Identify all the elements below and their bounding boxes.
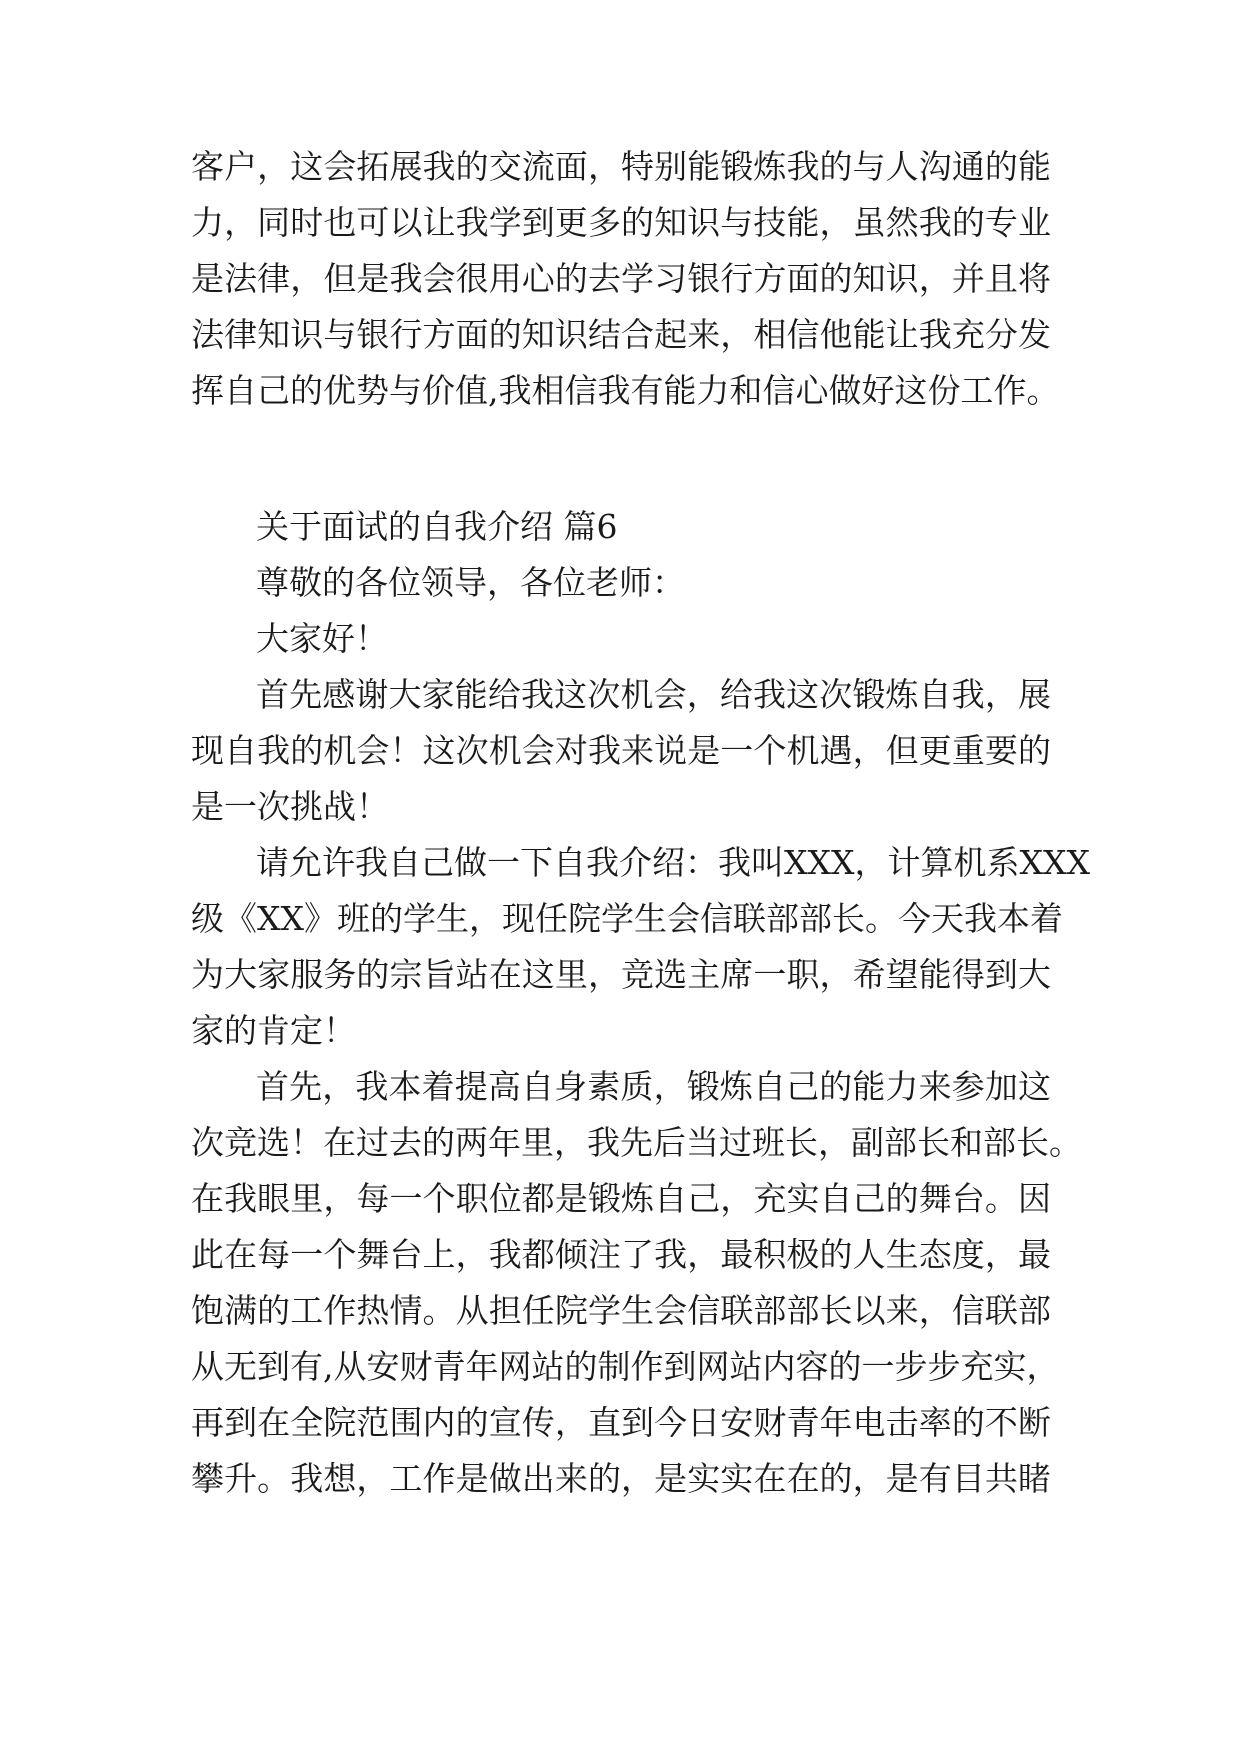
- text-line: 在我眼里，每一个职位都是锻炼自己，充实自己的舞台。因: [191, 1179, 1051, 1218]
- section-heading: 关于面试的自我介绍 篇6: [256, 507, 618, 546]
- text-line: 攀升。我想，工作是做出来的，是实实在在的，是有目共睹: [191, 1459, 1051, 1498]
- text-line: 再到在全院范围内的宣传，直到今日安财青年电击率的不断: [191, 1403, 1051, 1442]
- text-line: 首先感谢大家能给我这次机会，给我这次锻炼自我，展: [256, 675, 1051, 714]
- text-line: 从无到有,从安财青年网站的制作到网站内容的一步步充实，: [191, 1347, 1060, 1386]
- text-line: 次竞选！在过去的两年里，我先后当过班长，副部长和部长。: [191, 1123, 1082, 1162]
- text-line: 是一次挑战！: [191, 787, 389, 826]
- text-line: 请允许我自己做一下自我介绍：我叫XXX，计算机系XXX: [256, 843, 1090, 882]
- text-line: 力，同时也可以让我学到更多的知识与技能，虽然我的专业: [191, 203, 1051, 242]
- text-line: 此在每一个舞台上，我都倾注了我，最积极的人生态度，最: [191, 1235, 1051, 1274]
- text-line: 为大家服务的宗旨站在这里，竞选主席一职，希望能得到大: [191, 955, 1051, 994]
- text-line: 客户，这会拓展我的交流面，特别能锻炼我的与人沟通的能: [191, 147, 1051, 186]
- text-line: 是法律，但是我会很用心的去学习银行方面的知识，并且将: [191, 259, 1051, 298]
- text-line: 现自我的机会！这次机会对我来说是一个机遇，但更重要的: [191, 731, 1051, 770]
- text-line: 家的肯定！: [191, 1011, 356, 1050]
- text-line: 级《XX》班的学生，现任院学生会信联部部长。今天我本着: [191, 899, 1063, 938]
- salutation: 尊敬的各位领导，各位老师：: [256, 563, 685, 602]
- greeting: 大家好！: [256, 619, 388, 658]
- text-line: 饱满的工作热情。从担任院学生会信联部部长以来，信联部: [191, 1291, 1051, 1330]
- text-line: 首先，我本着提高自身素质，锻炼自己的能力来参加这: [256, 1067, 1051, 1106]
- text-line: 挥自己的优势与价值,我相信我有能力和信心做好这份工作。: [191, 371, 1060, 410]
- text-line: 法律知识与银行方面的知识结合起来，相信他能让我充分发: [191, 315, 1051, 354]
